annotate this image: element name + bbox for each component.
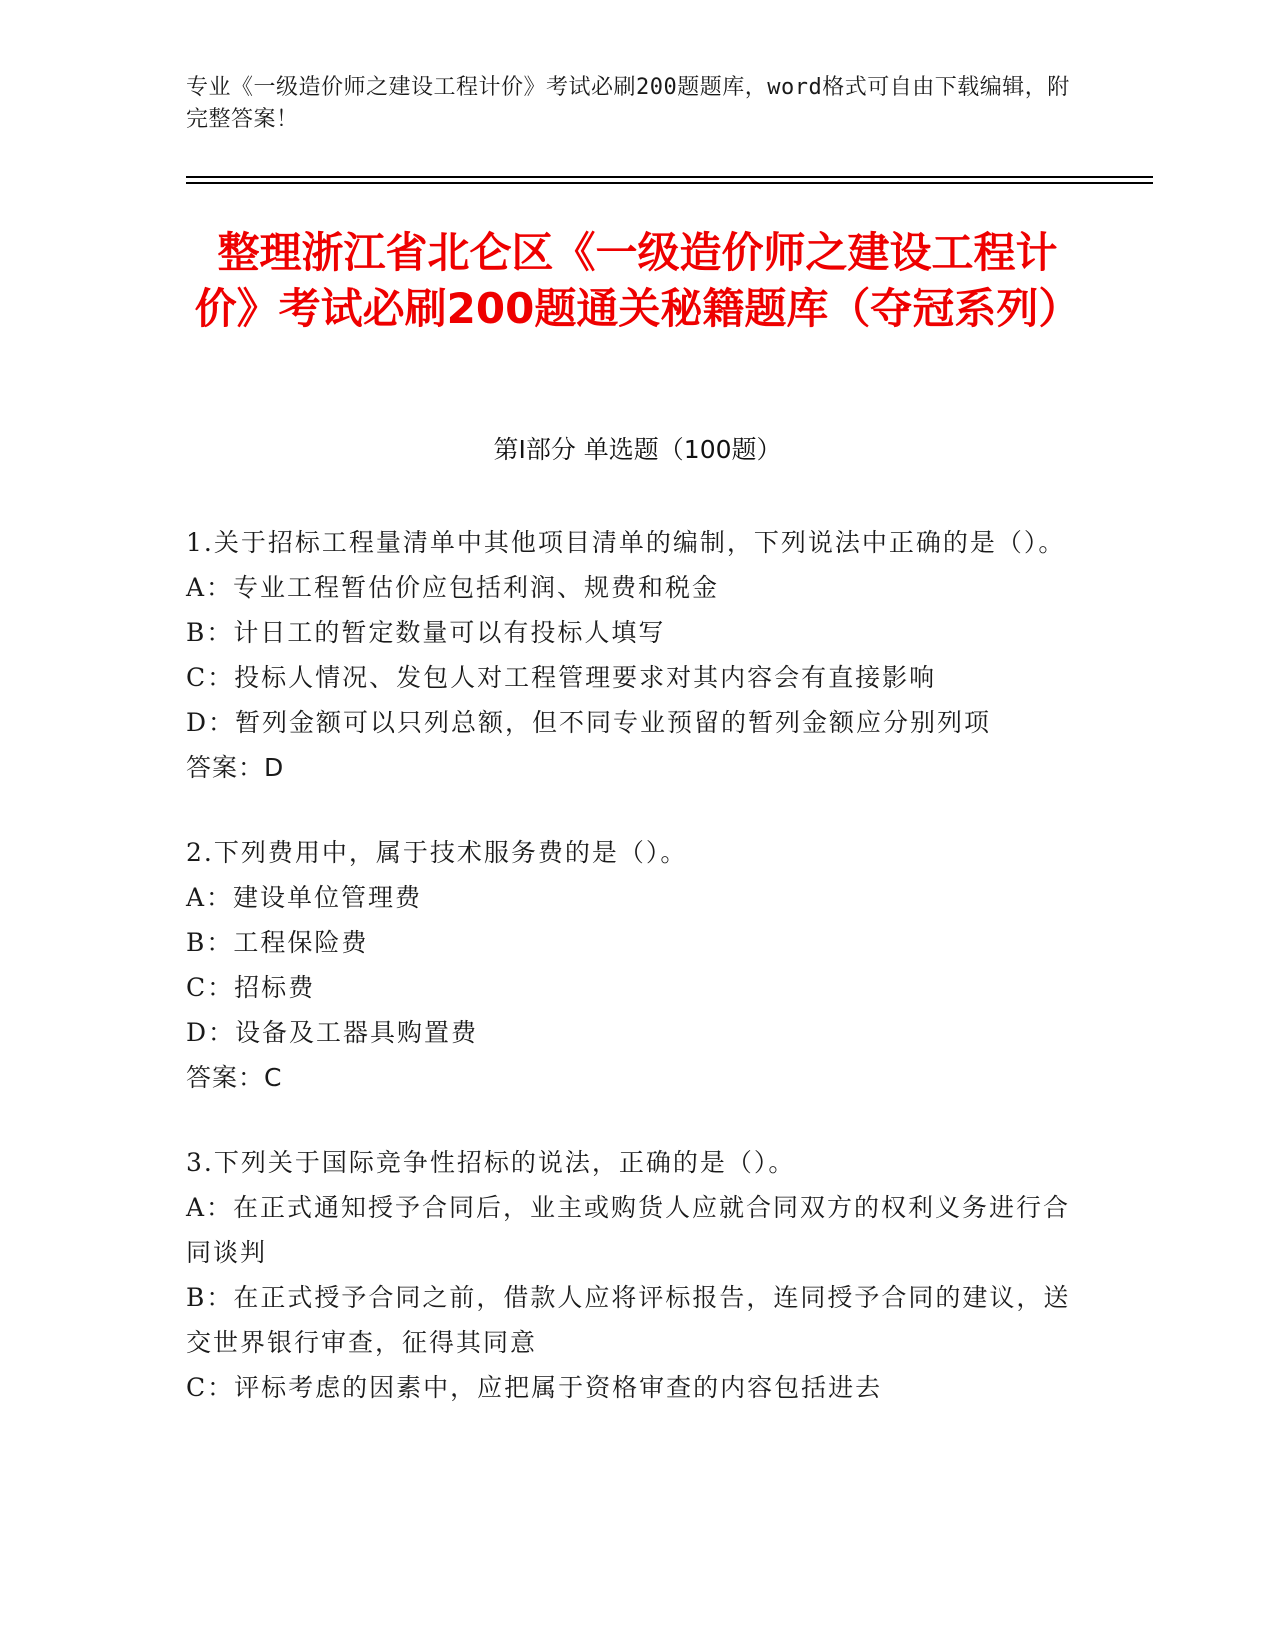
header-divider-bottom [186, 182, 1153, 184]
option-b: B：计日工的暂定数量可以有投标人填写 [186, 618, 666, 647]
section-title: 第Ⅰ部分 单选题（100题） [493, 435, 782, 464]
header-divider-top [186, 176, 1153, 178]
document-title: 整理浙江省北仑区《一级造价师之建设工程计价》考试必刷200题通关秘籍题库（夺冠系列） [194, 228, 1081, 333]
option-b: B：在正式授予合同之前，借款人应将评标报告，连同授予合同的建议，送交世界银行审查，征得其同意 [186, 1283, 1071, 1357]
option-a: A：在正式通知授予合同后，业主或购货人应就合同双方的权利义务进行合同谈判 [186, 1193, 1071, 1267]
question-1 [186, 520, 1081, 790]
question-stem: 2.下列费用中，属于技术服务费的是（）。 [186, 838, 688, 867]
option-d: D：设备及工器具购置费 [186, 1018, 479, 1047]
question-2 [186, 830, 1081, 1100]
question-stem: 3.下列关于国际竞争性招标的说法，正确的是（）。 [186, 1148, 796, 1177]
option-a: A：建设单位管理费 [186, 883, 423, 912]
option-a: A：专业工程暂估价应包括利润、规费和税金 [186, 573, 720, 602]
option-b: B：工程保险费 [186, 928, 369, 957]
question-stem: 1.关于招标工程量清单中其他项目清单的编制，下列说法中正确的是（）。 [186, 528, 1066, 557]
option-c: C：评标考虑的因素中，应把属于资格审查的内容包括进去 [186, 1373, 883, 1402]
option-c: C：招标费 [186, 973, 316, 1002]
question-list [186, 520, 1081, 1450]
question-3 [186, 1140, 1081, 1410]
option-d: D：暂列金额可以只列总额，但不同专业预留的暂列金额应分别列项 [186, 708, 992, 737]
answer-line: 答案：C [186, 1063, 283, 1092]
answer-line: 答案：D [186, 753, 285, 782]
header-note: 专业《一级造价师之建设工程计价》考试必刷200题题库，word格式可自由下载编辑，附完整答案！ [186, 75, 1070, 132]
option-c: C：投标人情况、发包人对工程管理要求对其内容会有直接影响 [186, 663, 937, 692]
